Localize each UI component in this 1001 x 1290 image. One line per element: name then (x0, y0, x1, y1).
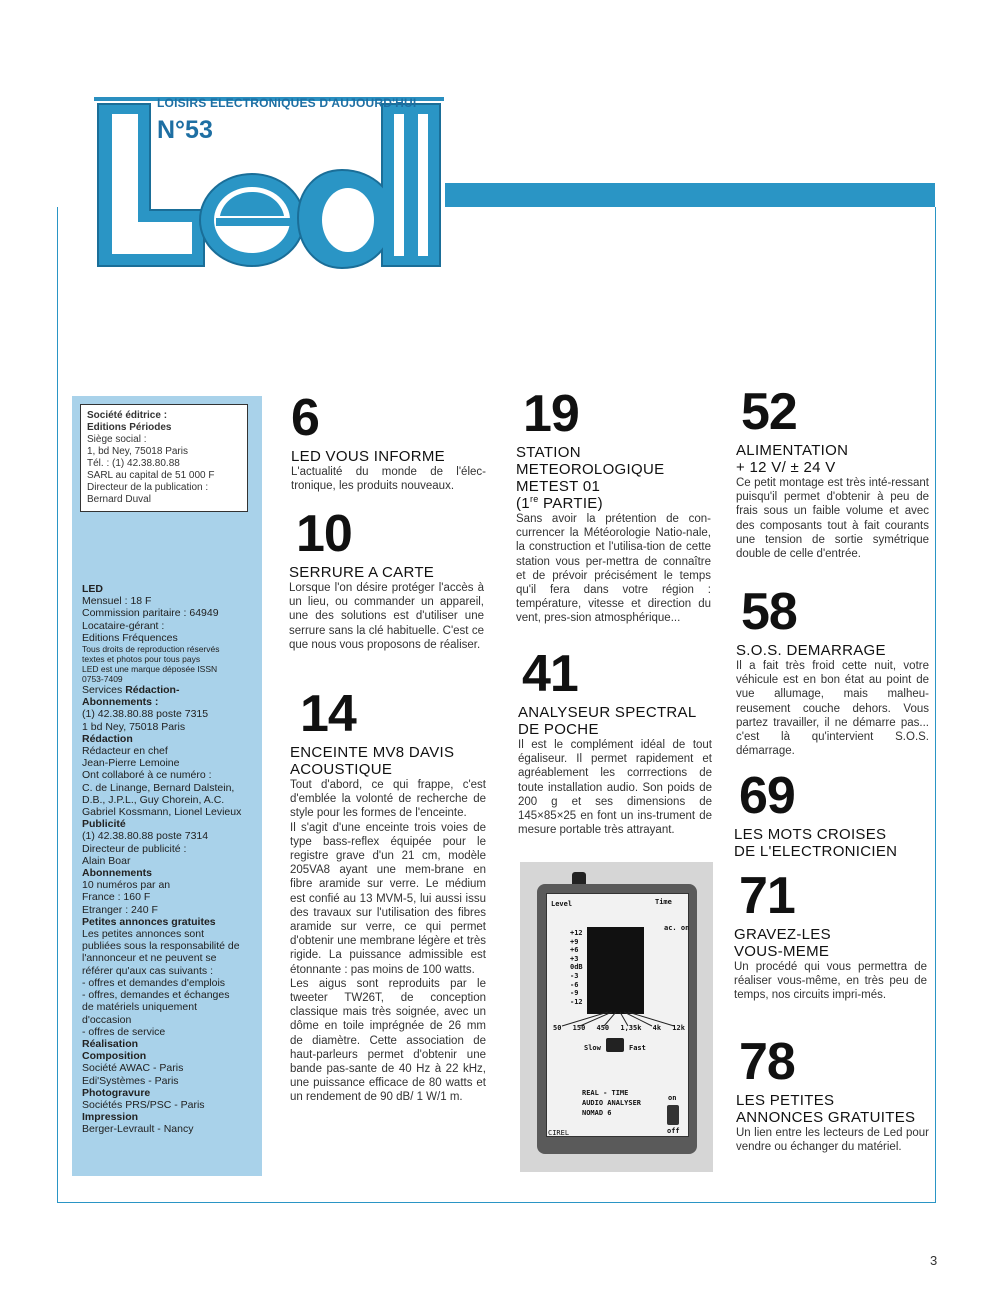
device-scale-tick: -6 (570, 980, 579, 989)
article-title: STATION (516, 444, 581, 461)
article-14[interactable] (290, 685, 486, 1105)
sidebar-line: Commission paritaire : 64949 (82, 607, 219, 620)
article-title: S.O.S. DEMARRAGE (736, 642, 886, 659)
device-scale-tick: +12 (570, 929, 583, 937)
article-summary: Un procédé qui vous permettra de réaliser vous-même, en très peu de temps, nos circuits impri-més. (734, 961, 927, 1002)
sidebar-line: Etranger : 240 F (82, 903, 158, 916)
sidebar-line: Editions Fréquences (82, 631, 178, 644)
article-41[interactable] (518, 645, 712, 837)
article-page-number: 69 (739, 767, 795, 825)
publisher-text: SARL au capital de 51 000 F (87, 470, 215, 481)
article-summary: Il a fait très froid cette nuit, votre véhicule est en bon état au point de vue allumage, mais malheu-reusement couche dehors. Vous partez travailler, il ne démarre pas... c'est là qu'intervient S.O.S. démarrage. (736, 660, 929, 758)
sidebar-heading: Réalisation (82, 1037, 139, 1050)
article-title: + 12 V/ ± 24 V (736, 459, 836, 476)
article-title: DE L'ELECTRONICIEN (734, 843, 898, 860)
device-scale-tick: -12 (570, 997, 583, 1006)
article-title-superscript: re (529, 494, 539, 504)
device-frequency: 1,35k (620, 1024, 642, 1032)
sidebar-line: Locataire-gérant : (82, 619, 165, 632)
sidebar-line: Jean-Pierre Lemoine (82, 757, 180, 770)
article-summary: Lorsque l'on désire protéger l'accès à un lieu, ou commander un appareil, une des solutions est d'utiliser une serrure sans la clé habituelle. C'est ce que nous vous proposons de réaliser. (289, 582, 484, 651)
sidebar-line: référer qu'aux cas suivants : (82, 964, 213, 977)
article-69[interactable] (734, 767, 929, 860)
sidebar-line: - offres et demandes d'emplois (82, 976, 226, 989)
article-title: ENCEINTE MV8 DAVIS (290, 744, 455, 761)
publisher-text: Directeur de la publication : (87, 482, 209, 493)
device-level-label: Level (551, 900, 573, 908)
device-power-switch (667, 1105, 679, 1125)
device-frequency: 450 (596, 1024, 610, 1032)
sidebar-line: d'occasion (82, 1013, 132, 1026)
publisher-text: Tél. : (1) 42.38.80.88 (87, 458, 180, 469)
sidebar-small-line: 0753-7409 (82, 674, 123, 685)
sidebar-line: Les petites annonces sont (82, 928, 205, 941)
sidebar-line: Société AWAC - Paris (82, 1062, 184, 1075)
device-toggle-switch (606, 1038, 624, 1052)
article-title: METEOROLOGIQUE (516, 461, 665, 478)
article-page-number: 52 (741, 383, 797, 441)
article-summary: L'actualité du monde de l'élec-tronique, les produits nouveaux. (291, 466, 486, 493)
article-summary: Un lien entre les lecteurs de Led pour vendre ou échanger du matériel. (736, 1127, 929, 1154)
device-scale-tick: 0dB (570, 963, 583, 972)
article-summary: Ce petit montage est très inté-ressant puisqu'il permet d'obtenir à peu de frais sous un faible volume et avec des composants tout à fait courants une tension de sortie symétrique double de celle d'entrée. (736, 477, 929, 561)
publisher-text: Siège social : (87, 434, 147, 445)
sidebar-line: Ont collaboré à ce numéro : (82, 769, 212, 782)
device-fast-label: Fast (629, 1044, 646, 1052)
article-19[interactable] (516, 385, 713, 626)
article-title: LES MOTS CROISES (734, 826, 887, 843)
article-title-part: PARTIE) (538, 495, 603, 512)
sidebar-heading: Abonnements (82, 867, 153, 880)
device-frequency: 12k (672, 1024, 685, 1032)
device-on-label: ac. on (664, 924, 690, 932)
article-title: DE POCHE (518, 721, 599, 738)
sidebar-text: Services (82, 684, 126, 697)
device-slow-label: Slow (584, 1044, 601, 1052)
sidebar-small-line: Tous droits de reproduction réservés (82, 644, 220, 655)
sidebar-line: publiées sous la responsabilité de (82, 940, 240, 953)
article-title: VOUS-MEME (734, 943, 830, 960)
article-6[interactable] (291, 389, 486, 493)
article-title: SERRURE A CARTE (289, 564, 435, 581)
device-name-line: AUDIO ANALYSER (582, 1099, 642, 1107)
article-52[interactable] (736, 383, 931, 561)
sidebar-line: (1) 42.38.80.88 poste 7315 (82, 708, 209, 721)
sidebar-heading: Impression (82, 1111, 139, 1124)
article-page-number: 10 (296, 505, 352, 563)
article-58[interactable] (736, 583, 931, 758)
article-summary: Il est le complément idéal de tout égaliseur. Il permet rapidement et agréablement les corrrections de toute installation audio. Son poids de 200 g et ses dimensions de 145×85×25 en font un ins-trument de mesure portable très attrayant. (518, 739, 712, 837)
sidebar-line: D.B., J.P.L., Guy Chorein, A.C. (82, 793, 225, 806)
device-scale-tick: -9 (570, 989, 579, 998)
article-title (516, 495, 711, 512)
sidebar-line: Rédacteur en chef (82, 745, 168, 758)
sidebar-heading: Publicité (82, 818, 126, 831)
device-scale-tick: +9 (570, 937, 579, 946)
publisher-label: Société éditrice : (87, 410, 168, 421)
article-title: LES PETITES (736, 1092, 835, 1109)
article-title: ANALYSEUR SPECTRAL (518, 704, 697, 721)
article-title: GRAVEZ-LES (734, 926, 831, 943)
publisher-text: 1, bd Ney, 75018 Paris (87, 446, 188, 457)
article-page-number: 78 (739, 1033, 795, 1091)
page-number: 3 (930, 1253, 938, 1268)
article-title: ANNONCES GRATUITES (736, 1109, 916, 1126)
sidebar-line: Edi'Systèmes - Paris (82, 1074, 179, 1087)
sidebar-small-line: LED est une marque déposée ISSN (82, 664, 218, 675)
sidebar-line: France : 160 F (82, 891, 151, 904)
sidebar-line: Alain Boar (82, 854, 131, 867)
issue-number: N°53 (157, 116, 213, 144)
device-name-line: NOMAD 6 (582, 1109, 612, 1117)
sidebar-line: 1 bd Ney, 75018 Paris (82, 720, 186, 733)
article-title: ACOUSTIQUE (290, 761, 393, 778)
device-off-label: off (667, 1127, 680, 1135)
article-page-number: 71 (739, 867, 795, 925)
sidebar-heading: Abonnements : (82, 696, 159, 709)
publisher-box (80, 404, 248, 512)
sidebar-line: LED (82, 583, 103, 595)
sidebar-small-line: textes et photos pour tous pays (82, 654, 201, 665)
sidebar-line: 10 numéros par an (82, 879, 171, 892)
header-blue-bar (445, 183, 935, 207)
article-page-number: 6 (291, 389, 319, 447)
device-brand: CIREL (548, 1129, 570, 1137)
sidebar-heading: Rédaction (82, 732, 133, 745)
device-on-switch-label: on (668, 1094, 677, 1102)
sidebar-line: Directeur de publicité : (82, 842, 187, 855)
sidebar-line: de matériels uniquement (82, 1001, 197, 1014)
sidebar-credits (82, 583, 260, 1136)
article-paragraph: Les aigus sont reproduits par le tweeter TW26T, de conception classique mais très soignée, avec un dôme en toile imprégnée de 26 mm de diamètre. Cette association de haut-parleurs permet d'obtenir une bande pas-sante de 40 Hz à 22 kHz, une puissance efficace de 80 watts et un rendement de 90 dB/ 1 W/1 m. (290, 977, 486, 1104)
device-display (587, 927, 644, 1014)
publisher-name: Editions Périodes (87, 422, 172, 433)
device-frequency: 4k (652, 1024, 662, 1032)
device-scale-tick: -3 (570, 971, 579, 980)
device-name-line: REAL - TIME (582, 1089, 629, 1097)
publisher-text: Bernard Duval (87, 494, 151, 505)
sidebar-line (82, 684, 260, 696)
sidebar-line: C. de Linange, Bernard Dalstein, (82, 781, 235, 794)
sidebar-line: (1) 42.38.80.88 poste 7314 (82, 830, 209, 843)
article-page-number: 19 (523, 385, 579, 443)
device-time-label: Time (655, 898, 672, 906)
sidebar-line: l'annonceur et ne peuvent se (82, 952, 217, 965)
device-frequency: 150 (572, 1024, 586, 1032)
masthead-slogan: LOISIRS ELECTRONIQUES D'AUJOURD'HUI (157, 96, 417, 110)
article-paragraph: Il s'agit d'une enceinte trois voies de type bass-reflex équipée pour le registre grave d'un 21 cm, modèle 205VA8 ayant une mem-brane en fibre aramide sur verre. Le médium est confié au 13 MVM-5, lui aussi issu des travaux sur l'utilisation des fibres aramide sur verre, ce qui permet d'obtenir une membrane légère et très rigide. La puissance admissible est étonnante : pas moins de 100 watts. (290, 821, 486, 976)
article-71[interactable] (734, 867, 929, 1003)
sidebar-line: - offres, demandes et échanges (82, 989, 230, 1002)
sidebar-heading: Petites annonces gratuites (82, 915, 216, 928)
sidebar-line: Berger-Levrault - Nancy (82, 1123, 194, 1136)
sidebar-heading: Rédaction- (125, 684, 180, 697)
sidebar-heading: Photogravure (82, 1086, 151, 1099)
sidebar-heading: Composition (82, 1050, 147, 1063)
article-page-number: 14 (300, 685, 356, 743)
device-frequency: 50 (553, 1024, 562, 1032)
article-paragraph: Tout d'abord, ce qui frappe, c'est d'emblée la volonté de recherche de style pour les formes de l'enceinte. (290, 779, 486, 820)
device-scale-tick: +6 (570, 946, 579, 955)
article-title-part: (1 (516, 495, 530, 512)
article-page-number: 58 (741, 583, 797, 641)
device-db-scale (570, 929, 583, 1006)
article-title: LED VOUS INFORME (291, 448, 445, 465)
device-scale-tick: +3 (570, 954, 579, 963)
device-nameplate (582, 1088, 641, 1118)
article-summary: Sans avoir la prétention de con-currencer la Météorologie Natio-nale, la construction et l'utilisa-tion de cette station vous per-mettra de connaître et de prévoir précisément le temps qu'il fera dans votre région : température, vitesse et direction du vent, pres-sion atmosphérique... (516, 513, 711, 625)
article-title: METEST 01 (516, 478, 601, 495)
sidebar-line: Sociétés PRS/PSC - Paris (82, 1098, 205, 1111)
sidebar-line: - offres de service (82, 1025, 166, 1038)
device-frequencies (553, 1024, 685, 1032)
article-title: ALIMENTATION (736, 442, 849, 459)
sidebar-line: Gabriel Kossmann, Lionel Levieux (82, 806, 242, 819)
article-78[interactable] (736, 1033, 929, 1154)
article-page-number: 41 (522, 645, 578, 703)
sidebar-line: Mensuel : 18 F (82, 595, 152, 608)
article-10[interactable] (289, 505, 486, 652)
